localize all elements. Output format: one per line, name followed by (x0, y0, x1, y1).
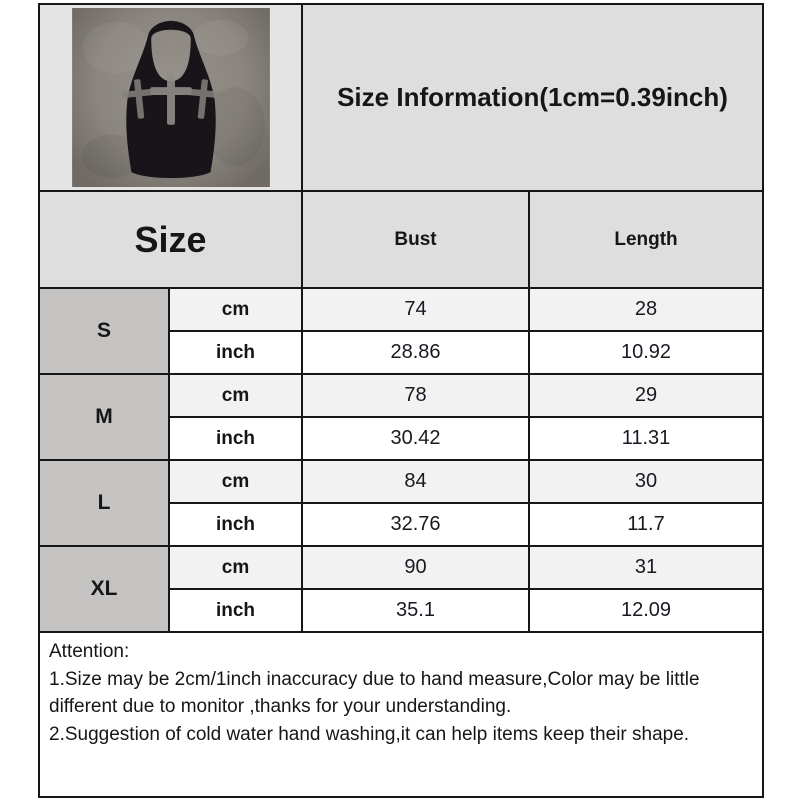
size-label-m: M (39, 374, 169, 460)
length-value: 30 (529, 460, 763, 503)
unit-label: inch (169, 589, 302, 632)
size-chart-sheet (0, 3, 800, 800)
column-header-row (39, 191, 763, 288)
attention-heading: Attention: (49, 641, 130, 662)
unit-label: cm (169, 460, 302, 503)
bust-value: 30.42 (302, 417, 529, 460)
unit-label: inch (169, 417, 302, 460)
bust-value: 84 (302, 460, 529, 503)
bust-value: 74 (302, 288, 529, 331)
size-chart-table (38, 3, 764, 798)
attention-row (39, 632, 763, 797)
size-information-title-cell (302, 4, 763, 191)
bust-value: 90 (302, 546, 529, 589)
length-value: 10.92 (529, 331, 763, 374)
size-row-xl-cm (39, 546, 763, 589)
size-label-xl: XL (39, 546, 169, 632)
unit-label: cm (169, 546, 302, 589)
attention-cell (39, 632, 763, 797)
length-value: 31 (529, 546, 763, 589)
column-header-bust: Bust (302, 191, 529, 288)
bust-value: 78 (302, 374, 529, 417)
size-row-l-cm (39, 460, 763, 503)
length-value: 12.09 (529, 589, 763, 632)
column-header-size: Size (39, 191, 302, 288)
bust-value: 32.76 (302, 503, 529, 546)
length-value: 11.7 (529, 503, 763, 546)
length-value: 11.31 (529, 417, 763, 460)
unit-label: cm (169, 288, 302, 331)
attention-note-1: 1.Size may be 2cm/1inch inaccuracy due to hand measure,Color may be little different due to monitor ,thanks for your understanding. (49, 668, 700, 718)
size-row-m-cm (39, 374, 763, 417)
length-value: 29 (529, 374, 763, 417)
size-label-s: S (39, 288, 169, 374)
length-value: 28 (529, 288, 763, 331)
size-row-s-cm (39, 288, 763, 331)
size-label-l: L (39, 460, 169, 546)
halter-tank-top-photo (72, 8, 270, 187)
attention-note-2: 2.Suggestion of cold water hand washing,it can help items keep their shape. (49, 723, 690, 745)
bust-value: 35.1 (302, 589, 529, 632)
bust-value: 28.86 (302, 331, 529, 374)
product-photo-cell (39, 4, 302, 191)
unit-label: cm (169, 374, 302, 417)
photo-title-row (39, 4, 763, 191)
unit-label: inch (169, 503, 302, 546)
column-header-length: Length (529, 191, 763, 288)
unit-label: inch (169, 331, 302, 374)
size-information-title: Size Information(1cm=0.39inch) (337, 82, 728, 112)
